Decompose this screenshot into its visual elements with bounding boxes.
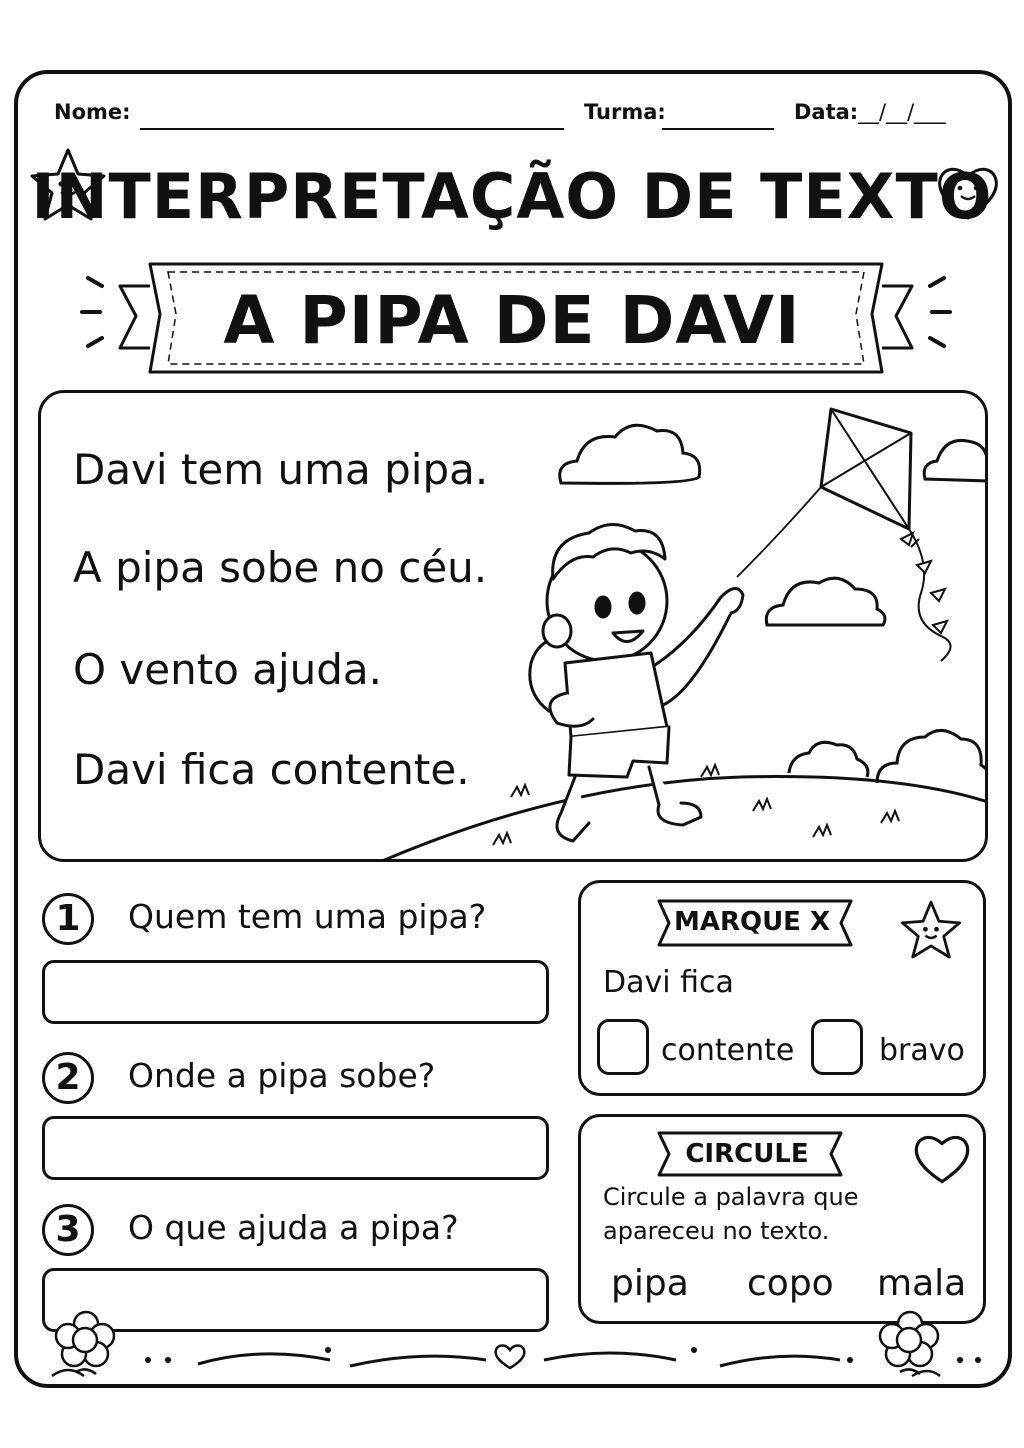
circle-instruction: apareceu no texto. xyxy=(603,1217,830,1245)
heart-icon xyxy=(496,1346,525,1369)
name-field[interactable] xyxy=(140,128,564,130)
option-label: bravo xyxy=(879,1033,965,1068)
question-text: O que ajuda a pipa? xyxy=(128,1208,459,1247)
story-title: A PIPA DE DAVI xyxy=(223,282,801,359)
story-box xyxy=(38,390,988,862)
name-label: Nome: xyxy=(54,100,131,124)
boy-icon xyxy=(530,524,743,841)
cloud-icon xyxy=(560,425,700,483)
story-line: A pipa sobe no céu. xyxy=(73,543,488,592)
mark-x-card xyxy=(578,880,986,1096)
bush-icon xyxy=(789,742,868,777)
question-text: Quem tem uma pipa? xyxy=(128,897,487,936)
flower-icon xyxy=(52,1312,114,1376)
option-label: contente xyxy=(661,1033,795,1068)
word-option[interactable]: mala xyxy=(877,1263,967,1304)
header-fields xyxy=(54,100,980,136)
story-line: Davi tem uma pipa. xyxy=(73,445,489,494)
date-field[interactable]: __/__/___ xyxy=(858,100,946,124)
story-line: Davi fica contente. xyxy=(73,745,470,794)
checkbox-contente[interactable] xyxy=(597,1019,649,1075)
answer-field-1[interactable] xyxy=(42,960,549,1024)
question-number: 2 xyxy=(42,1052,94,1104)
circle-instruction: Circule a palavra que xyxy=(603,1183,859,1211)
heart-icon xyxy=(911,1129,973,1187)
page-title: INTERPRETAÇÃO DE TEXTO xyxy=(31,160,993,233)
checkbox-bravo[interactable] xyxy=(811,1019,863,1075)
word-option[interactable]: pipa xyxy=(611,1263,689,1304)
footer-decoration xyxy=(40,1310,990,1384)
mark-x-title: MARQUE X xyxy=(673,907,831,937)
circle-title: CIRCULE xyxy=(685,1139,809,1169)
boy-flying-kite-illustration xyxy=(41,393,988,862)
class-field[interactable] xyxy=(662,128,774,130)
question-text: Onde a pipa sobe? xyxy=(128,1056,436,1095)
question-number: 1 xyxy=(42,893,94,945)
word-option[interactable]: copo xyxy=(747,1263,834,1304)
cloud-icon xyxy=(924,440,988,481)
cloud-icon xyxy=(766,578,885,625)
mark-x-prompt: Davi fica xyxy=(603,965,734,1000)
date-label: Data: xyxy=(794,100,859,124)
question-number: 3 xyxy=(42,1204,94,1256)
star-face-icon xyxy=(899,899,963,961)
class-label: Turma: xyxy=(584,100,666,124)
flower-icon xyxy=(880,1312,940,1376)
circle-card xyxy=(578,1114,986,1324)
answer-field-2[interactable] xyxy=(42,1116,549,1180)
story-line: O vento ajuda. xyxy=(73,645,383,694)
